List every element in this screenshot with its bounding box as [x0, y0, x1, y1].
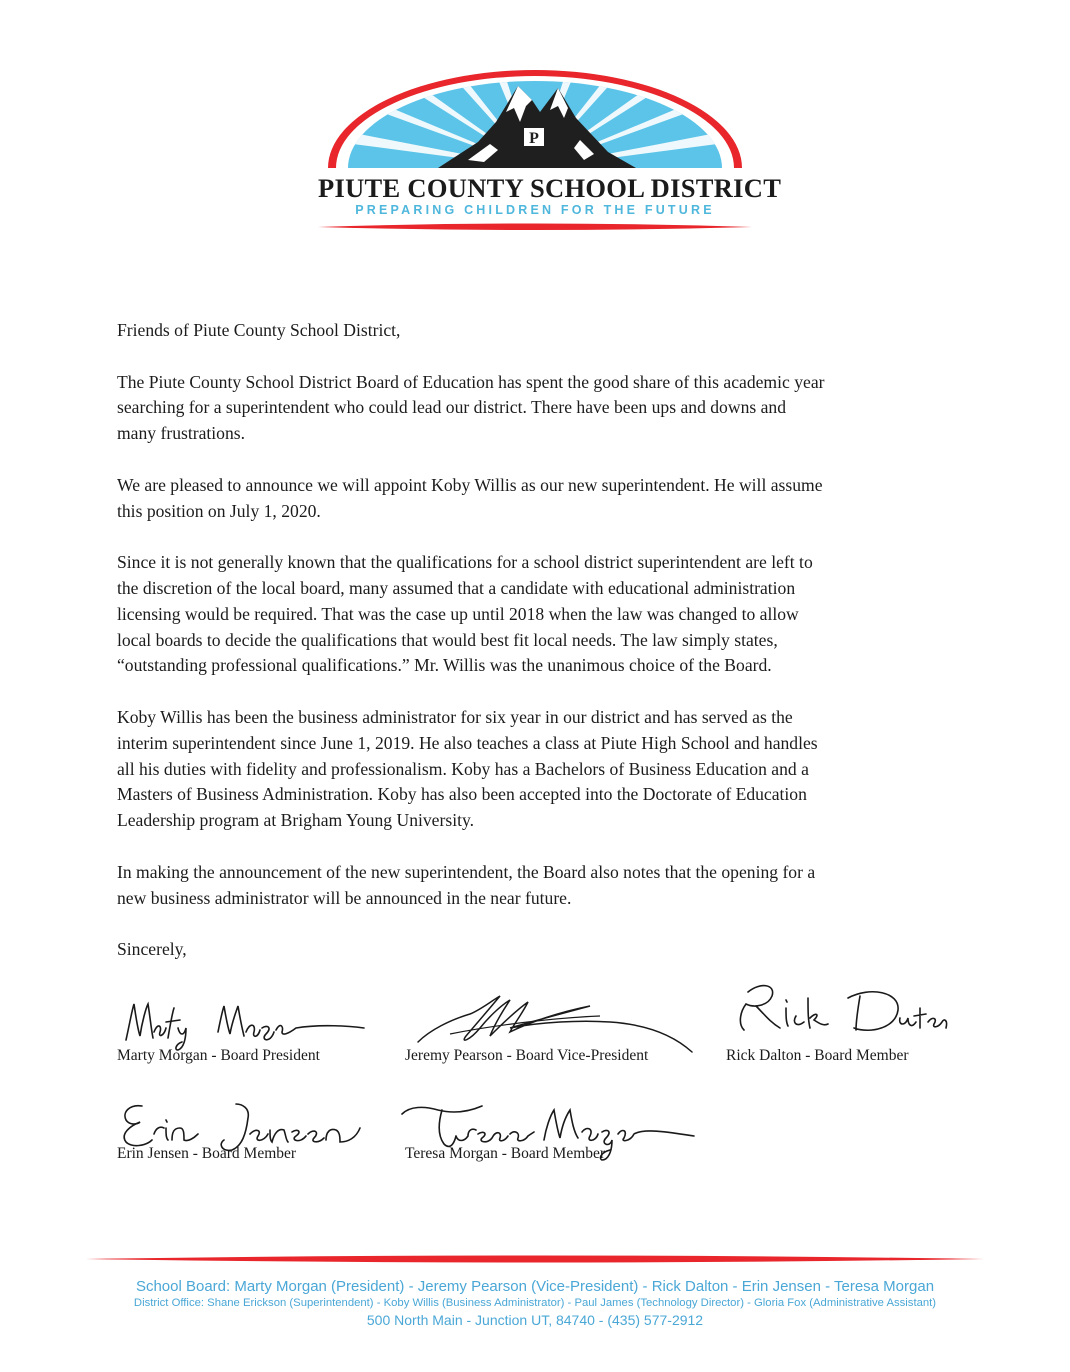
text-line: Since it is not generally known that the qualifications for a school district superintendent are left to: [117, 552, 813, 573]
signature-caption-erin-jensen: Erin Jensen - Board Member: [117, 1145, 297, 1162]
text-line: Masters of Business Administration. Koby has also been accepted into the Doctorate of Education: [117, 784, 807, 805]
text-line: Leadership program at Brigham Young University.: [117, 810, 475, 831]
paragraph-qualifications: [117, 550, 967, 679]
letter-body: [117, 318, 967, 989]
paragraph-search: [117, 370, 967, 447]
paragraph-announcement: [117, 473, 967, 525]
handwritten-signature-icon: [120, 992, 370, 1052]
text-line: many frustrations.: [117, 423, 246, 444]
svg-text:P: P: [529, 130, 539, 147]
signature-caption-teresa-morgan: Teresa Morgan - Board Member: [405, 1145, 606, 1162]
text-line: licensing would be required. That was the case up until 2018 when the law was changed to allow: [117, 603, 799, 624]
text-line: In making the announcement of the new superintendent, the Board also notes that the opening for a: [117, 861, 816, 882]
text-line: interim superintendent since June 1, 2019. He also teaches a class at Piute High School and handles: [117, 732, 818, 753]
signature-caption-rick-dalton: Rick Dalton - Board Member: [726, 1047, 909, 1064]
footer-office-line: District Office: Shane Erickson (Superintendent) - Koby Willis (Business Administrator) - Paul James (Technology Director) - Gloria Fox (Administrative Assistant): [133, 1297, 937, 1309]
text-line: this position on July 1, 2020.: [117, 500, 321, 521]
district-name: PIUTE COUNTY SCHOOL DISTRICT: [318, 173, 782, 203]
signature-rick-dalton: [730, 978, 950, 1048]
text-line: all his duties with fidelity and professionalism. Koby has a Bachelors of Business Education and a: [117, 758, 809, 779]
footer-red-rule: [86, 1252, 984, 1266]
text-line: We are pleased to announce we will appoint Koby Willis as our new superintendent. He will assume: [117, 474, 823, 495]
text-line: Koby Willis has been the business administrator for six year in our district and has served as the: [117, 706, 793, 727]
text-line: local boards to decide the qualifications that would best fit local needs. The law simply states,: [117, 629, 778, 650]
footer-board-line: School Board: Marty Morgan (President) - Jeremy Pearson (Vice-President) - Rick Dalton - Erin Jensen - Teresa Morgan: [135, 1278, 935, 1295]
text-line: The Piute County School District Board of Education has spent the good share of this academic year: [117, 371, 825, 392]
footer-address-line: 500 North Main - Junction UT, 84740 - (435) 577-2912: [366, 1312, 704, 1328]
signature-caption-marty-morgan: Marty Morgan - Board President: [117, 1047, 320, 1064]
district-tagline: PREPARING CHILDREN FOR THE FUTURE: [355, 203, 715, 217]
paragraph-opening: [117, 860, 967, 912]
paragraph-background: [117, 705, 967, 834]
handwritten-signature-icon: [730, 978, 950, 1048]
text-line: new business administrator will be announced in the near future.: [117, 887, 572, 908]
signature-caption-jeremy-pearson: Jeremy Pearson - Board Vice-President: [405, 1047, 649, 1064]
text-line: searching for a superintendent who could lead our district. There have been ups and downs and: [117, 397, 787, 418]
salutation: Friends of Piute County School District,: [117, 320, 401, 340]
text-line: the discretion of the local board, many assumed that a candidate with educational administration: [117, 577, 796, 598]
signature-marty-morgan: [120, 992, 370, 1052]
text-line: “outstanding professional qualifications.” Mr. Willis was the unanimous choice of the Board.: [117, 655, 772, 676]
closing: Sincerely,: [117, 939, 187, 960]
district-letterhead: [318, 70, 782, 235]
